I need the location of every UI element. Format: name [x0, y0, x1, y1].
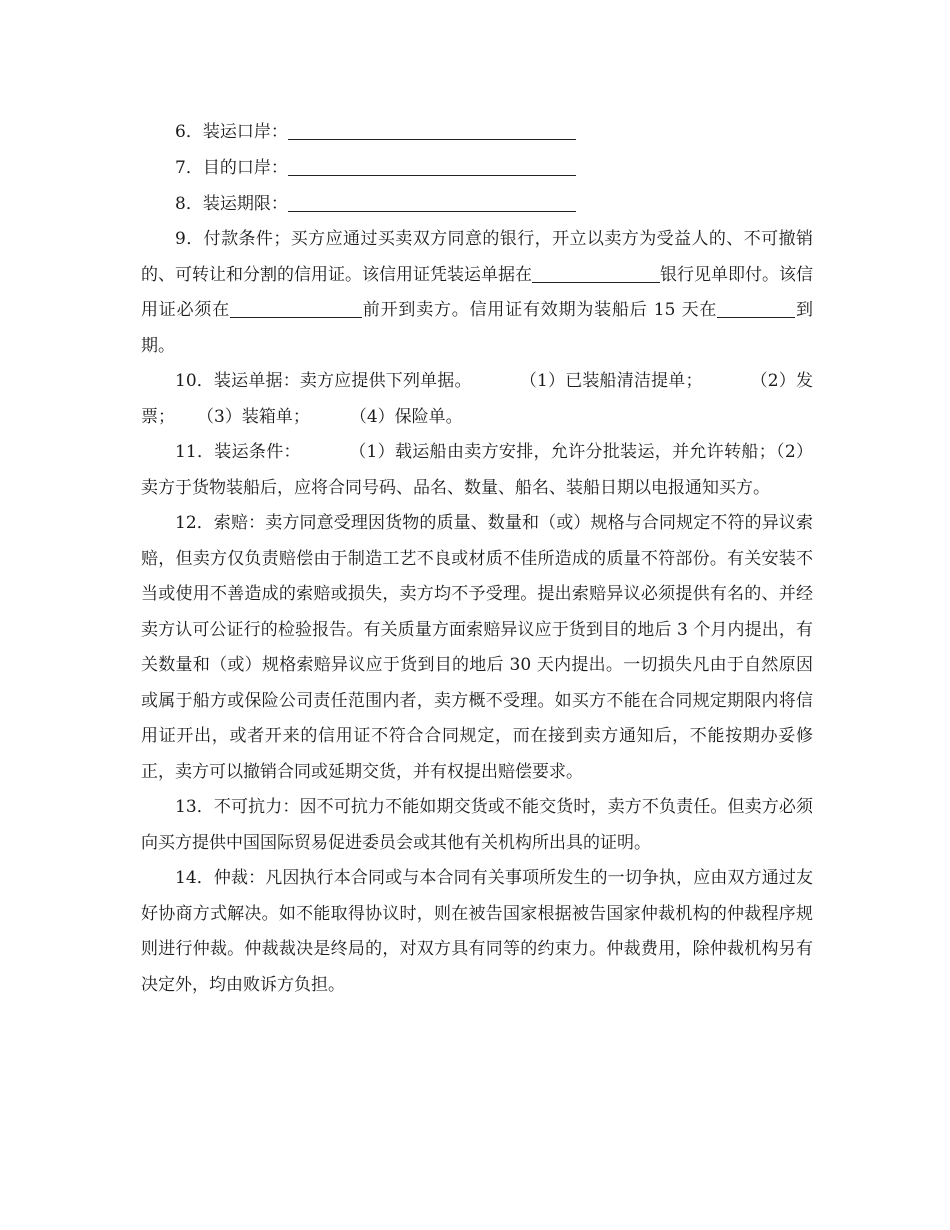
clause-12-claims: 12．索赔：卖方同意受理因货物的质量、数量和（或）规格与合同规定不符的异议索赔，但卖方仅负责赔偿由于制造工艺不良或材质不佳所造成的质量不符部份。有关安装不当或使用不善造成的索赔或损失，卖方均不予受理。提出索赔异议必须提供有名的、并经卖方认可公证行的检验报告。有关质量方面索赔异议应于货到目的地后 3 个月内提出，有关数量和（或）规格索赔异议应于货到目的地后 30 天内提出。一切损失凡由于自然原因或属于船方或保险公司责任范围内者，卖方概不受理。如买方不能在合同规定期限内将信用证开出，或者开来的信用证不符合合同规定，而在接到卖方通知后，不能按期办妥修正，卖方可以撤销合同或延期交货，并有权提出赔偿要求。 — [141, 513, 813, 782]
clause-9-text-1: 9．付款条件；买方应通过买卖双方同意的银行，开立以卖方为受益人的、不可撤销的、可转让和分割的信用证。该信用证凭装运单据在 — [141, 229, 813, 285]
clause-10-lead: 10．装运单据：卖方应提供下列单据。 — [175, 371, 472, 391]
clause-11-shipping-terms — [141, 435, 813, 506]
clause-9-text-3: 前开到卖方。信用证有效期为装船后 15 天在 — [362, 300, 718, 320]
clause-10-doc-1: （1）已装船清洁提单； — [519, 371, 703, 391]
clause-9-payment-terms — [141, 222, 813, 364]
clause-14-arbitration: 14．仲裁：凡因执行本合同或与本合同有关事项所发生的一切争执，应由双方通过友好协商方式解决。如不能取得协议时，则在被告国家根据被告国家仲裁机构的仲裁程序规则进行仲裁。仲裁裁决是终局的，对双方具有同等的约束力。仲裁费用，除仲裁机构另有决定外，均由败诉方负担。 — [141, 868, 813, 995]
lc-expiry-place-blank[interactable] — [717, 299, 795, 318]
clause-10-doc-3: （3）装箱单； — [197, 406, 310, 427]
clause-11-conditions: （1）载运船由卖方安排，允许分批装运，并允许转船；（2）卖方于货物装船后，应将合同号码、品名、数量、船名、装船日期以电报通知买方。 — [141, 442, 813, 498]
clause-7-destination-port — [141, 150, 813, 186]
clause-13-force-majeure: 13．不可抗力：因不可抗力不能如期交货或不能交货时，卖方不负责任。但卖方必须向买方提供中国国际贸易促进委员会或其他有关机构所出具的证明。 — [141, 797, 813, 853]
clause-9-text-4: 到期。 — [141, 300, 814, 356]
loading-port-blank[interactable] — [288, 121, 576, 140]
clause-6-label: 6．装运口岸： — [175, 122, 288, 142]
bank-name-blank[interactable] — [532, 264, 660, 283]
clause-6-loading-port — [141, 114, 813, 150]
clause-9-text-2: 银行见单即付。该信用证必须在 — [141, 264, 813, 320]
clause-10-shipping-documents — [141, 364, 813, 435]
clause-7-label: 7．目的口岸： — [175, 158, 288, 178]
destination-port-blank[interactable] — [288, 157, 576, 176]
clause-8-shipment-period — [141, 186, 813, 222]
clause-10-doc-4: （4）保险单。 — [349, 406, 463, 427]
lc-open-date-blank[interactable] — [230, 299, 362, 318]
shipment-period-blank[interactable] — [288, 193, 576, 212]
contract-page — [141, 114, 813, 1003]
clause-8-label: 8．装运期限： — [175, 194, 288, 214]
clause-11-lead: 11．装运条件： — [175, 442, 301, 462]
clause-10-doc-2: （2）发票； — [141, 371, 813, 427]
